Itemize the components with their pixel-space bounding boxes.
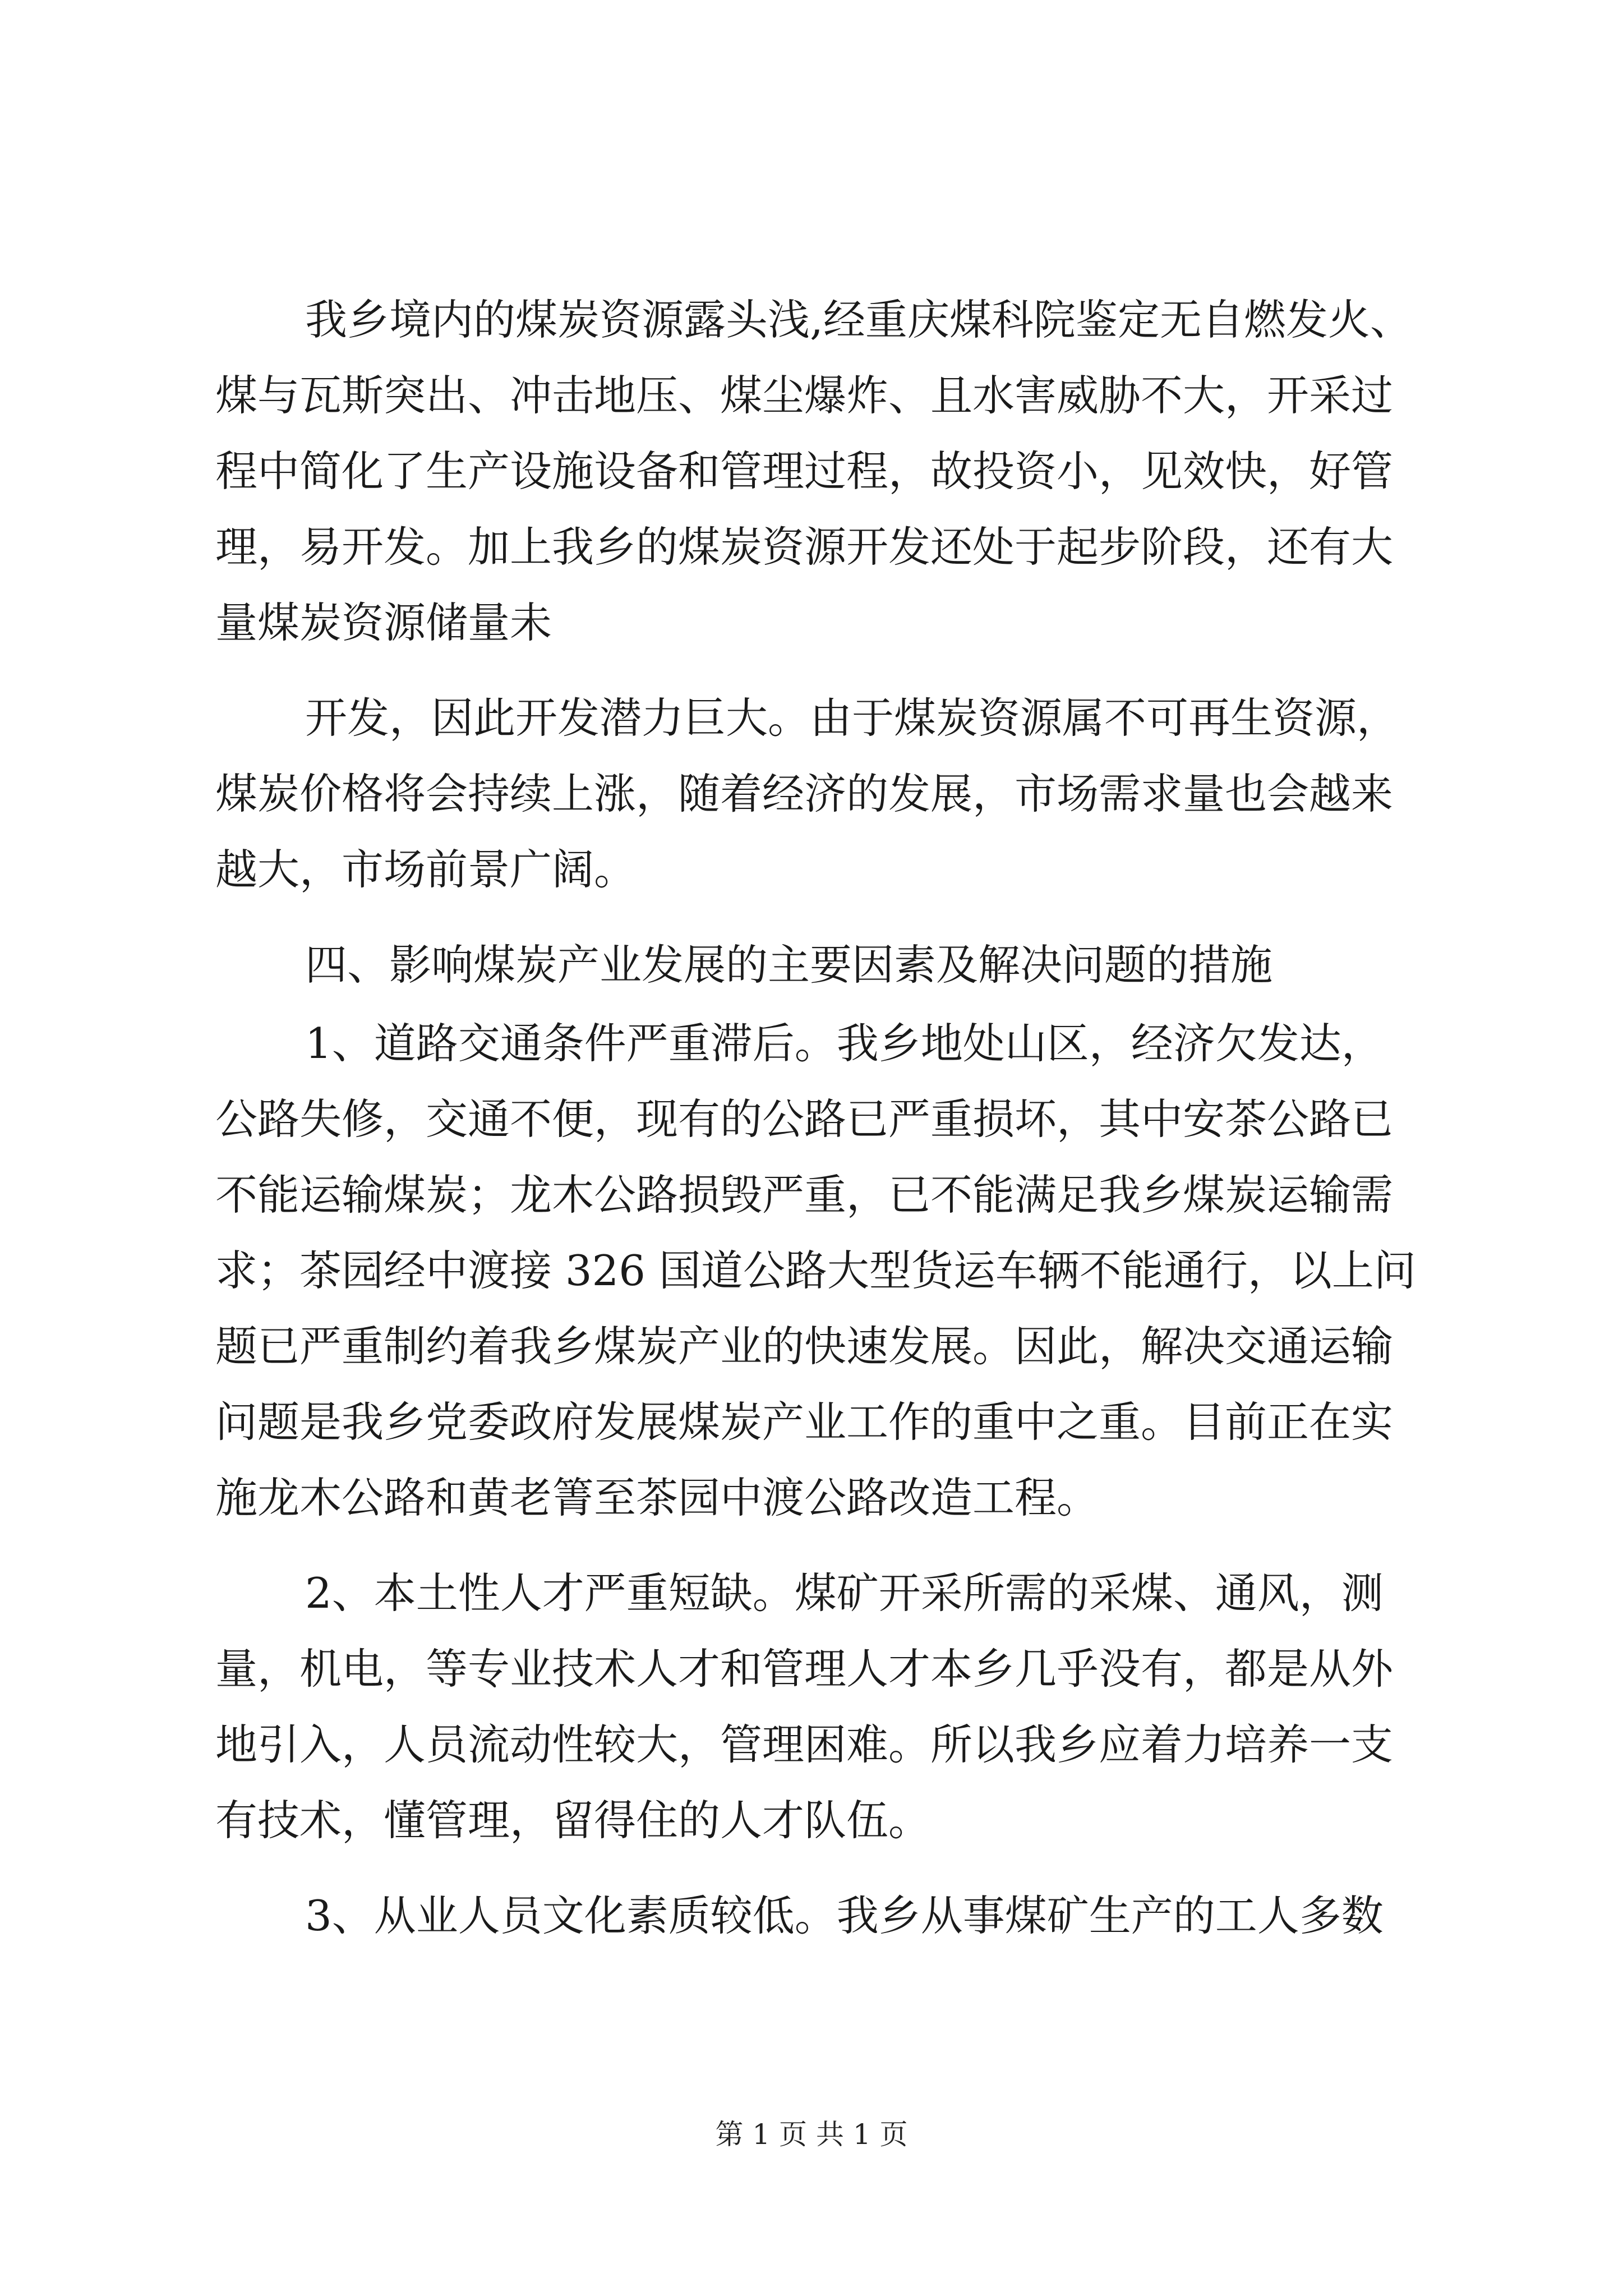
text-line-3: 程中简化了生产设施设备和管理过程，故投资小，见效快，好管 <box>215 447 1394 496</box>
text-line-6: 开发，因此开发潜力巨大。由于煤炭资源属不可再生资源， <box>305 693 1399 743</box>
text-line-21: 3、从业人员文化素质较低。我乡从事煤矿生产的工人多数 <box>305 1891 1384 1940</box>
text-line-14: 题已严重制约着我乡煤炭产业的快速发展。因此，解决交通运输 <box>215 1322 1394 1371</box>
text-line-19: 地引入，人员流动性较大，管理困难。所以我乡应着力培养一支 <box>215 1720 1394 1769</box>
text-line-13: 求；茶园经中渡接 326 国道公路大型货运车辆不能通行，以上问 <box>215 1246 1416 1295</box>
section-heading: 四、影响煤炭产业发展的主要因素及解决问题的措施 <box>305 940 1273 990</box>
text-line-15: 问题是我乡党委政府发展煤炭产业工作的重中之重。目前正在实 <box>215 1397 1394 1447</box>
text-line-16: 施龙木公路和黄老箐至茶园中渡公路改造工程。 <box>215 1473 1099 1522</box>
text-line-12: 不能运输煤炭；龙木公路损毁严重，已不能满足我乡煤炭运输需 <box>215 1170 1394 1220</box>
text-line-8: 越大，市场前景广阔。 <box>215 845 637 894</box>
page-footer: 第 1 页 共 1 页 <box>715 2118 908 2151</box>
text-line-7: 煤炭价格将会持续上涨，随着经济的发展，市场需求量也会越来 <box>215 769 1394 818</box>
text-line-4: 理，易开发。加上我乡的煤炭资源开发还处于起步阶段，还有大 <box>215 522 1394 572</box>
text-line-10: 1、道路交通条件严重滞后。我乡地处山区，经济欠发达， <box>305 1019 1384 1068</box>
text-line-11: 公路失修，交通不便，现有的公路已严重损坏，其中安茶公路已 <box>215 1094 1394 1144</box>
text-line-17: 2、本土性人才严重短缺。煤矿开采所需的采煤、通风，测 <box>305 1568 1384 1618</box>
text-line-18: 量，机电，等专业技术人才和管理人才本乡几乎没有，都是从外 <box>215 1644 1394 1694</box>
text-line-2: 煤与瓦斯突出、冲击地压、煤尘爆炸、且水害威胁不大，开采过 <box>215 371 1394 420</box>
text-line-5: 量煤炭资源储量未 <box>215 598 552 647</box>
text-line-20: 有技术，懂管理，留得住的人才队伍。 <box>215 1796 931 1845</box>
text-line-1: 我乡境内的煤炭资源露头浅,经重庆煤科院鉴定无自燃发火、 <box>305 295 1412 344</box>
